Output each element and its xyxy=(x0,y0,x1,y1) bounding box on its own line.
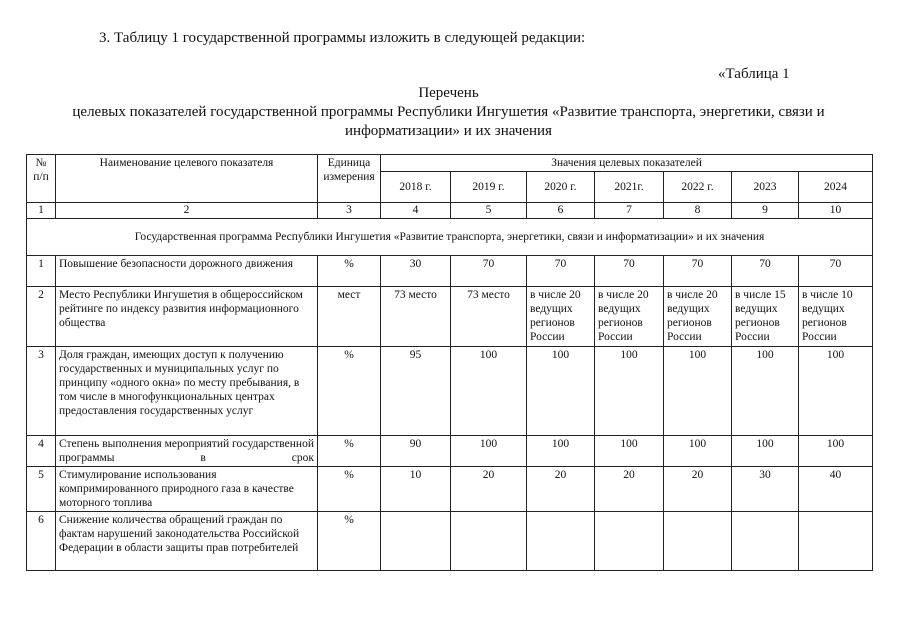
row-value: 73 место xyxy=(451,287,527,347)
row-value: 40 xyxy=(799,467,873,512)
row-value xyxy=(527,512,595,571)
row-value xyxy=(664,512,732,571)
row-value: в числе 10 ведущих регионов России xyxy=(799,287,873,347)
row-value: 30 xyxy=(732,467,799,512)
row-value: 20 xyxy=(527,467,595,512)
heading-title: Перечень xyxy=(418,85,479,101)
row-num: 6 xyxy=(27,512,56,571)
heading-subtitle-line-2: информатизации» и их значения xyxy=(345,123,552,139)
row-indicator-name: Степень выполнения мероприятий государственной программы в срок xyxy=(56,436,318,467)
row-value: в числе 20 ведущих регионов России xyxy=(527,287,595,347)
row-value xyxy=(799,512,873,571)
row-value: 20 xyxy=(595,467,664,512)
row-value xyxy=(381,512,451,571)
row-value: 100 xyxy=(451,436,527,467)
header-year: 2024 xyxy=(799,172,873,203)
row-value: в числе 20 ведущих регионов России xyxy=(664,287,732,347)
row-value: 100 xyxy=(451,347,527,436)
row-num: 1 xyxy=(27,256,56,287)
row-unit: % xyxy=(318,256,381,287)
row-value: 100 xyxy=(595,436,664,467)
row-value xyxy=(732,512,799,571)
row-value: 90 xyxy=(381,436,451,467)
program-title-cell: Государственная программа Республики Ингушетия «Развитие транспорта, энергетики, связи и информатизации» и их значения xyxy=(27,219,873,256)
indicators-table xyxy=(26,154,873,571)
row-value: 10 xyxy=(381,467,451,512)
row-value: 100 xyxy=(732,347,799,436)
row-unit: % xyxy=(318,347,381,436)
table-row xyxy=(27,287,873,347)
column-number-row xyxy=(27,203,873,219)
table-row xyxy=(27,512,873,571)
row-unit: % xyxy=(318,467,381,512)
row-num: 5 xyxy=(27,467,56,512)
table-row xyxy=(27,256,873,287)
column-number: 5 xyxy=(451,203,527,219)
row-value: 100 xyxy=(664,347,732,436)
row-unit: мест xyxy=(318,287,381,347)
column-number: 7 xyxy=(595,203,664,219)
row-value: в числе 20 ведущих регионов России xyxy=(595,287,664,347)
row-value: 20 xyxy=(451,467,527,512)
column-number: 1 xyxy=(27,203,56,219)
row-num: 4 xyxy=(27,436,56,467)
row-indicator-name: Повышение безопасности дорожного движения xyxy=(56,256,318,287)
row-value: 73 место xyxy=(381,287,451,347)
row-indicator-name: Стимулирование использования компримированного природного газа в качестве моторного топлива xyxy=(56,467,318,512)
row-unit: % xyxy=(318,436,381,467)
row-indicator-name: Доля граждан, имеющих доступ к получению государственных и муниципальных услуг по принципу «одного окна» по месту пребывания, в том числе в многофункциональных центрах предоставления государственных услуг xyxy=(56,347,318,436)
row-value: 70 xyxy=(451,256,527,287)
header-year: 2021г. xyxy=(595,172,664,203)
header-num: № п/п xyxy=(27,155,56,203)
table-row xyxy=(27,347,873,436)
row-indicator-name: Место Республики Ингушетия в общероссийском рейтинге по индексу развития информационного общества xyxy=(56,287,318,347)
row-value: 100 xyxy=(664,436,732,467)
header-name: Наименование целевого показателя xyxy=(56,155,318,203)
row-value: 100 xyxy=(732,436,799,467)
row-indicator-name: Снижение количества обращений граждан по фактам нарушений законодательства Российской Федерации в области защиты прав потребителей xyxy=(56,512,318,571)
header-year: 2019 г. xyxy=(451,172,527,203)
row-value: 100 xyxy=(527,436,595,467)
header-year: 2018 г. xyxy=(381,172,451,203)
row-value: 70 xyxy=(527,256,595,287)
header-year: 2022 г. xyxy=(664,172,732,203)
row-value: 20 xyxy=(664,467,732,512)
header-values-group: Значения целевых показателей xyxy=(381,155,873,172)
intro-paragraph: 3. Таблицу 1 государственной программы изложить в следующей редакции: xyxy=(99,30,586,46)
row-value: 100 xyxy=(595,347,664,436)
program-row xyxy=(27,219,873,256)
row-value: 95 xyxy=(381,347,451,436)
header-year: 2023 xyxy=(732,172,799,203)
table-row xyxy=(27,467,873,512)
row-value: 70 xyxy=(799,256,873,287)
row-value: 30 xyxy=(381,256,451,287)
row-value: 70 xyxy=(732,256,799,287)
column-number: 8 xyxy=(664,203,732,219)
row-num: 2 xyxy=(27,287,56,347)
row-num: 3 xyxy=(27,347,56,436)
row-value xyxy=(451,512,527,571)
column-number: 6 xyxy=(527,203,595,219)
column-number: 10 xyxy=(799,203,873,219)
column-number: 3 xyxy=(318,203,381,219)
row-value: 70 xyxy=(664,256,732,287)
row-value: 100 xyxy=(799,347,873,436)
heading-subtitle-line-1: целевых показателей государственной программы Республики Ингушетия «Развитие транспорта, энергетики, связи и xyxy=(72,104,825,120)
row-unit: % xyxy=(318,512,381,571)
row-value: 70 xyxy=(595,256,664,287)
table-header-row xyxy=(27,155,873,172)
column-number: 2 xyxy=(56,203,318,219)
column-number: 9 xyxy=(732,203,799,219)
column-number: 4 xyxy=(381,203,451,219)
table-caption-mark: «Таблица 1 xyxy=(718,66,790,82)
row-value: в числе 15 ведущих регионов России xyxy=(732,287,799,347)
header-unit: Единица измерения xyxy=(318,155,381,203)
table-row xyxy=(27,436,873,467)
row-value: 100 xyxy=(527,347,595,436)
header-year: 2020 г. xyxy=(527,172,595,203)
row-value xyxy=(595,512,664,571)
row-value: 100 xyxy=(799,436,873,467)
